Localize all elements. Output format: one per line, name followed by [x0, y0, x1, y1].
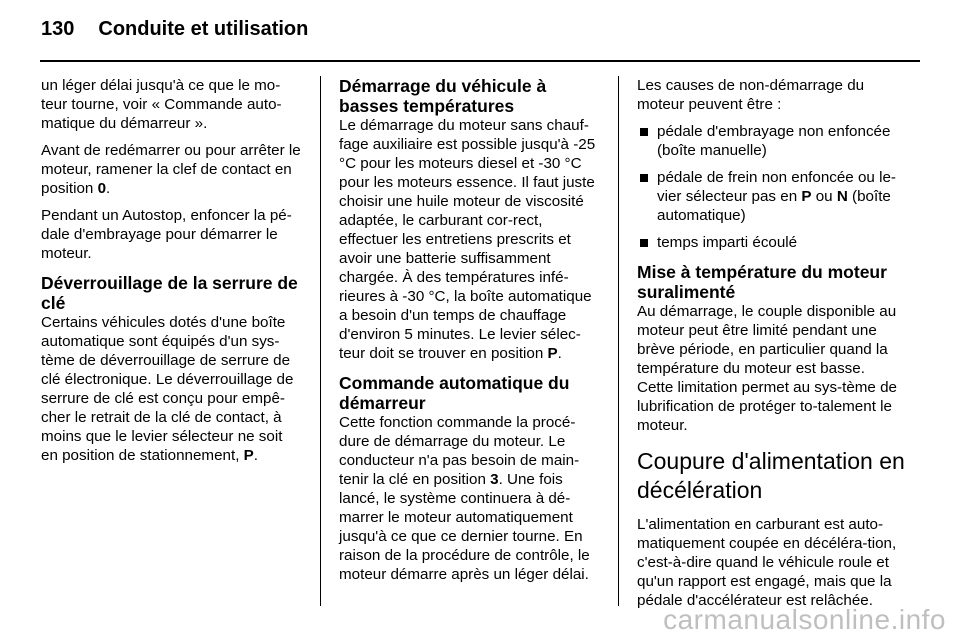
- column-3: [637, 76, 905, 618]
- paragraph: Les causes de non-démarrage du moteur peuvent être :: [637, 77, 865, 113]
- column-2: [339, 76, 604, 592]
- header-rule: [40, 60, 920, 62]
- paragraph: un léger délai jusqu'à ce que le mo-teur tourne, voir « Commande auto-matique du démarreur ».: [41, 77, 282, 132]
- text: Avant de redémarrer ou pour arrêter le moteur, ramener la clef de contact en position: [41, 142, 301, 197]
- paragraph: [339, 116, 604, 363]
- text: .: [253, 447, 259, 464]
- watermark: carmanualsonline.info: [663, 604, 946, 635]
- text: Cette fonction commande la procé-dure de démarrage du moteur. Le conducteur n'a pas besoin de main-tenir la clé en position: [339, 414, 580, 488]
- bold-text: N: [836, 188, 848, 205]
- text: Le démarrage du moteur sans chauf-fage auxiliaire est possible jusqu'à -25 °C pour les moteurs diesel et -30 °C pour les moteurs essence. Il faut juste choisir une huile moteur de viscosité adaptée, le carburant cor-rect, effectuer les entretiens prescrits et avoir une batterie suffisamment chargée. À des températures infé-rieures à -30 °C, la boîte automatique a besoin d'un temps de chauffage d'environ 5 minutes. Le levier sélec-teur doit se trouver en position: [339, 117, 596, 362]
- bold-text: P: [547, 345, 558, 362]
- paragraph: L'alimentation en carburant est auto-matiquement coupée en décéléra-tion, c'est-à-dire quand le véhicule roule et qu'un rapport est engagé, mais que la pédale d'accélérateur est relâchée.: [637, 516, 897, 609]
- bold-text: P: [243, 447, 254, 464]
- chapter-title: Conduite et utilisation: [98, 18, 309, 40]
- text: .: [106, 180, 111, 197]
- column-divider-2: [618, 76, 619, 606]
- bold-text: P: [801, 188, 812, 205]
- text: pédale de frein non enfoncée ou le-vier sélecteur pas en: [657, 169, 896, 205]
- section-heading: Déverrouillage de la serrure de clé: [41, 273, 298, 313]
- section-heading: Mise à température du moteur suralimenté: [637, 262, 887, 302]
- paragraph: Pendant un Autostop, enfoncer la pé-dale d'embrayage pour démarrer le moteur.: [41, 207, 292, 262]
- list-item: pédale d'embrayage non enfoncée (boîte manuelle): [637, 122, 905, 160]
- section-heading: Démarrage du véhicule à basses températures: [339, 76, 547, 116]
- text: . Une fois lancé, le système continuera à dé-marrer le moteur automatiquement jusqu'à ce que ce dernier tourne. En raison de la procédure de contrôle, le moteur démarre après un léger délai.: [339, 471, 590, 583]
- chapter-heading: Coupure d'alimentation en décélération: [637, 448, 905, 503]
- paragraph: [339, 413, 604, 584]
- page-number: 130: [41, 18, 75, 40]
- text: (boîte automatique): [657, 188, 891, 224]
- bold-text: 3: [490, 471, 499, 488]
- text: .: [557, 345, 562, 362]
- list-item: temps imparti écoulé: [637, 233, 905, 252]
- column-divider-1: [320, 76, 321, 606]
- bold-text: 0: [97, 180, 107, 197]
- section-heading: Commande automatique du démarreur: [339, 373, 570, 413]
- column-1: [41, 76, 303, 473]
- bullet-list: [637, 122, 905, 252]
- paragraph: [41, 141, 303, 198]
- page-header: [41, 18, 308, 52]
- paragraph: [41, 313, 303, 465]
- list-item: [637, 168, 905, 225]
- paragraph: Au démarrage, le couple disponible au moteur peut être limité pendant une brève période, en particulier quand la température du moteur est basse. Cette limitation permet au sys-tème de lubrification de protéger to-talement le moteur.: [637, 303, 897, 434]
- text: ou: [811, 188, 837, 205]
- text: Certains véhicules dotés d'une boîte automatique sont équipés d'un sys-tème de déverrouillage de serrure de clé électronique. Le déverrouillage de serrure de clé est conçu pour empê-cher le retrait de la clé de contact, à moins que le levier sélecteur ne soit en position de stationnement,: [41, 314, 294, 464]
